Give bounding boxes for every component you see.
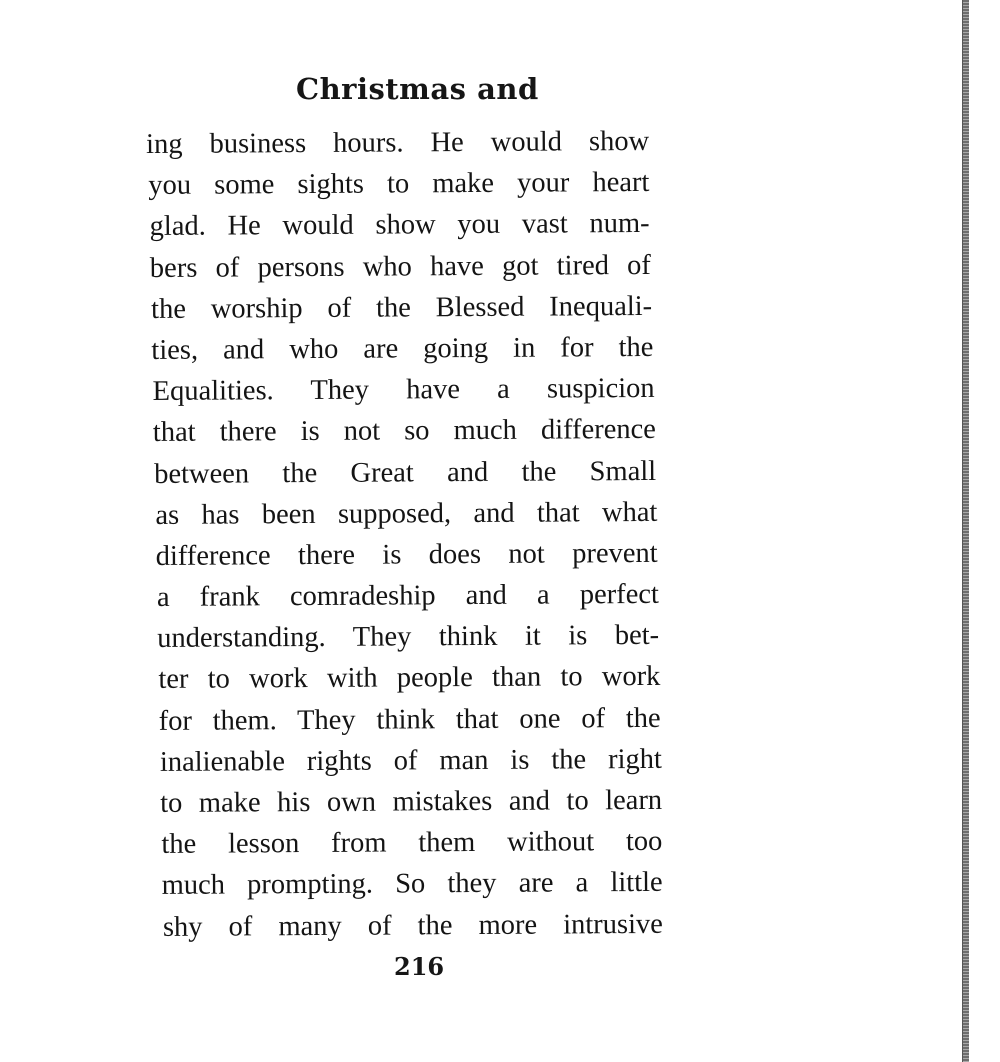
text-line: ties, and who are going in for the — [151, 331, 654, 366]
text-line: for them. They think that one of the — [158, 702, 661, 737]
text-line: to make his own mistakes and to learn — [160, 784, 663, 819]
text-line: the lesson from them without too — [161, 826, 663, 861]
body-text — [146, 121, 673, 948]
text-line: Equalities. They have a suspicion — [152, 373, 655, 408]
text-line: shy of many of the more intrusive — [162, 908, 663, 943]
text-line: ing business hours. He would show — [146, 125, 650, 160]
text-line: the worship of the Blessed Inequali- — [151, 290, 653, 325]
text-line: a frank comradeship and a perfect — [156, 578, 659, 614]
text-line: that there is not so much difference — [152, 414, 656, 449]
text-line: understanding. They think it is bet- — [157, 620, 660, 655]
page-number: 216 — [394, 952, 445, 981]
text-line: much prompting. So they are a little — [161, 867, 663, 902]
text-line: bers of persons who have got tired of — [149, 249, 651, 284]
text-line: ter to work with people than to work — [158, 661, 661, 696]
text-line: difference there is does not prevent — [155, 537, 658, 572]
text-line: you some sights to make your heart — [148, 167, 650, 202]
running-head: Christmas and — [296, 72, 539, 106]
text-line: as has been supposed, and that what — [155, 496, 658, 531]
text-line: between the Great and the Small — [154, 455, 657, 490]
page-edge-rule — [962, 0, 969, 1062]
text-line: inalienable rights of man is the right — [159, 743, 662, 778]
text-line: glad. He would show you vast num- — [149, 208, 650, 243]
